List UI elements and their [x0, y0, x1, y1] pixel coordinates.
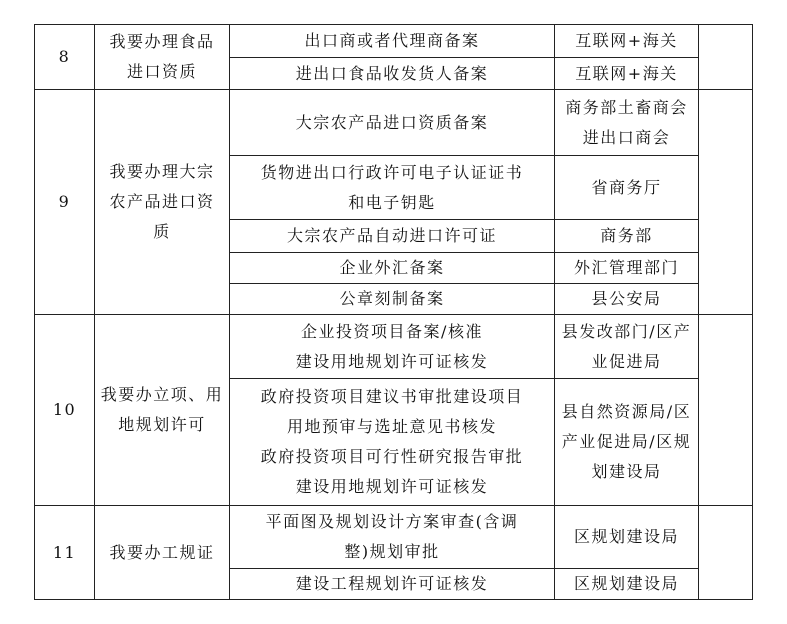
department-cell: 省商务厅 [555, 156, 699, 220]
department-cell: 商务部 [555, 220, 699, 253]
item-cell: 企业投资项目备案/核准 建设用地规划许可证核发 [230, 315, 555, 379]
item-cell: 公章刻制备案 [230, 284, 555, 315]
item-cell: 政府投资项目建议书审批建设项目 用地预审与选址意见书核发 政府投资项目可行性研究报告审批 建设用地规划许可证核发 [230, 379, 555, 506]
table-row [35, 25, 753, 58]
row-number: 9 [35, 90, 95, 315]
item-cell: 建设工程规划许可证核发 [230, 569, 555, 600]
department-cell: 区规划建设局 [555, 569, 699, 600]
blank-cell [699, 25, 753, 90]
department-cell: 县发改部门/区产 业促进局 [555, 315, 699, 379]
department-cell: 互联网+海关 [555, 25, 699, 58]
table-row [35, 315, 753, 379]
row-number: 8 [35, 25, 95, 90]
item-cell: 大宗农产品自动进口许可证 [230, 220, 555, 253]
row-number: 10 [35, 315, 95, 506]
blank-cell [699, 90, 753, 315]
department-cell: 互联网+海关 [555, 58, 699, 90]
service-table [34, 24, 753, 600]
item-cell: 大宗农产品进口资质备案 [230, 90, 555, 156]
department-cell: 县自然资源局/区 产业促进局/区规 划建设局 [555, 379, 699, 506]
department-cell: 商务部土畜商会 进出口商会 [555, 90, 699, 156]
blank-cell [699, 315, 753, 506]
table-row [35, 506, 753, 569]
category-cell: 我要办理大宗 农产品进口资 质 [95, 90, 230, 315]
item-cell: 平面图及规划设计方案审查(含调 整)规划审批 [230, 506, 555, 569]
table-row [35, 90, 753, 156]
department-cell: 区规划建设局 [555, 506, 699, 569]
row-number: 11 [35, 506, 95, 600]
item-cell: 出口商或者代理商备案 [230, 25, 555, 58]
category-cell: 我要办工规证 [95, 506, 230, 600]
item-cell: 企业外汇备案 [230, 253, 555, 284]
category-cell: 我要办理食品 进口资质 [95, 25, 230, 90]
blank-cell [699, 506, 753, 600]
item-cell: 货物进出口行政许可电子认证证书 和电子钥匙 [230, 156, 555, 220]
category-cell: 我要办立项、用 地规划许可 [95, 315, 230, 506]
department-cell: 外汇管理部门 [555, 253, 699, 284]
department-cell: 县公安局 [555, 284, 699, 315]
item-cell: 进出口食品收发货人备案 [230, 58, 555, 90]
